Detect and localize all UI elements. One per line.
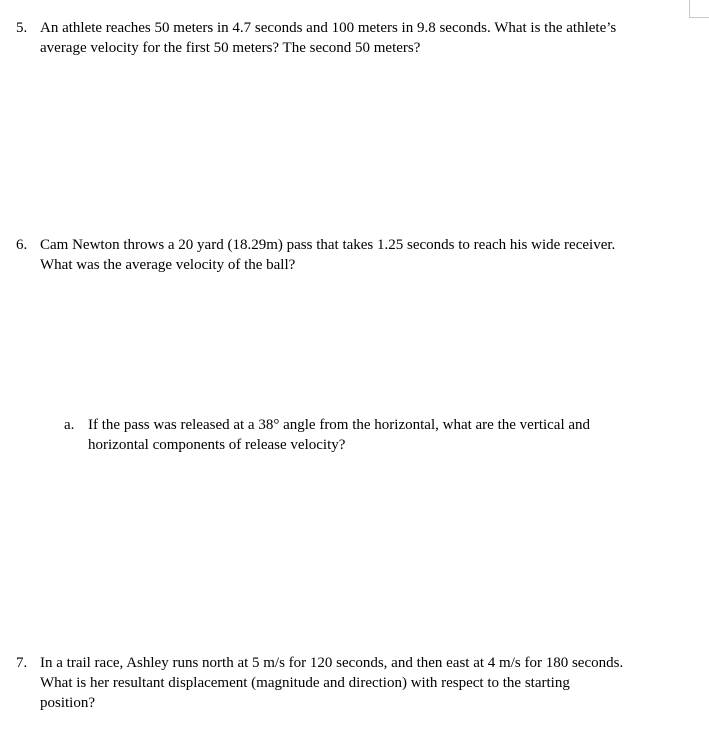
subpart-text [88,415,590,455]
question-text-line: In a trail race, Ashley runs north at 5 m/s for 120 seconds, and then east at 4 m/s for 180 seconds. [40,655,624,671]
question-text-line: What is her resultant displacement (magnitude and direction) with respect to the starting [40,675,570,691]
question-text-line: An athlete reaches 50 meters in 4.7 seconds and 100 meters in 9.8 seconds. What is the athlete’s [40,20,617,36]
question-text-line: average velocity for the first 50 meters? The second 50 meters? [40,40,421,56]
question-number: 7. [16,655,28,671]
page-corner-mark [689,0,709,18]
question-text [40,18,616,58]
subpart-text-line: horizontal components of release velocity? [88,437,346,453]
question-text [40,653,623,713]
question-number: 5. [16,20,28,36]
subpart-letter: a. [64,417,75,433]
question-number: 6. [16,237,28,253]
subpart-text-line: If the pass was released at a 38° angle from the horizontal, what are the vertical and [88,417,591,433]
question-text [40,235,615,275]
question-text-line: Cam Newton throws a 20 yard (18.29m) pass that takes 1.25 seconds to reach his wide receiver. [40,237,616,253]
question-text-line: position? [40,695,95,711]
question-text-line: What was the average velocity of the ball? [40,257,296,273]
